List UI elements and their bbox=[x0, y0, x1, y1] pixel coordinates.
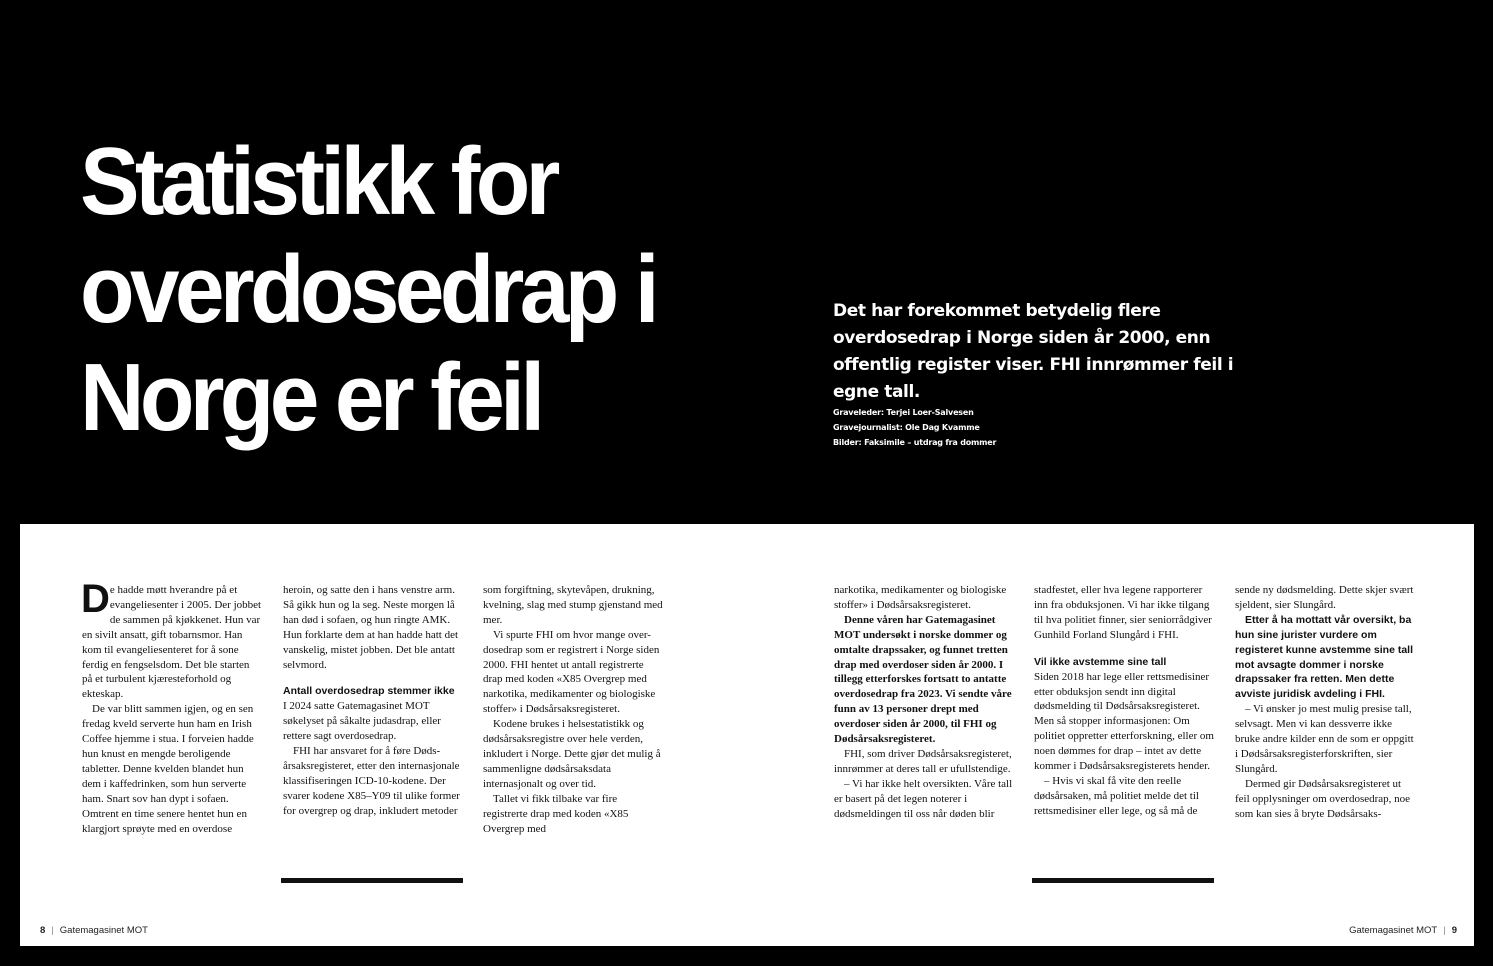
paragraph: Siden 2018 har lege eller rettsmedisiner etter obduksjon sendt inn digital dødsmelding til Dødsårsaksregisteret. Men så stopper informasjonen: Om politiet oppretter etterforskning, eller om noen dømmes for drap – intet av dette kommer i Dødsårsaksregisterets hender. bbox=[1034, 670, 1214, 773]
credit-journalist: Gravejournalist: Ole Dag Kvamme bbox=[833, 423, 980, 432]
paragraph: narkotika, medikamenter og biologiske stoffer» i Dødsårsaksregisteret. bbox=[834, 584, 1007, 611]
lead-paragraph: Det har forekommet betydelig flere overdosedrap i Norge siden år 2000, enn offentlig register viser. FHI innrømmer feil i egne tall. bbox=[833, 301, 1234, 402]
paragraph: heroin, og satte den i hans venstre arm. Så gikk hun og la seg. Neste morgen lå han død i sofaen, og hun ringte AMK. Hun forklarte dem at han hadde hatt det vanskelig, mistet jobben. Det ble antatt selvmord. bbox=[283, 584, 459, 671]
article-column-4 bbox=[834, 583, 1014, 822]
credit-images: Bilder: Faksimile – utdrag fra dommer bbox=[833, 438, 997, 447]
publication-name-right: Gatemagasinet MOT bbox=[1349, 925, 1438, 936]
footer-separator: | bbox=[1443, 925, 1446, 936]
article-column-1 bbox=[81, 577, 262, 836]
column-rule-left bbox=[281, 878, 463, 883]
paragraph: stadfestet, eller hva legene rapporterer inn fra obduksjonen. Vi har ikke tilgang til hva politiet finner, sier seniorrådgiver Gunhild Forland Slungård i FHI. bbox=[1034, 584, 1212, 641]
paragraph: Kodene brukes i helsestatistikk og dødsårsaksregistre over hele verden, inkludert i Norge. Dette gjør det mulig å sammenligne dødsårsaksdata internasjonalt og over tid. bbox=[483, 718, 661, 790]
drop-cap: D bbox=[81, 577, 108, 621]
article-column-3 bbox=[483, 583, 663, 836]
subheading: Vil ikke avstemme sine tall bbox=[1034, 655, 1167, 668]
footer-right bbox=[1349, 925, 1457, 936]
headline-line-1: Statistikk for bbox=[80, 128, 556, 235]
paragraph: e hadde møtt hverandre på et evangeliesenter i 2005. Der jobbet de sammen på kjøkkenet. Hun var en sivilt ansatt, gift tobarnsmor. Han kom til evangeliesenteret for å sone ferdig en fengselsdom. Det ble starten på et turbulent kjæresteforhold og ekteskap. bbox=[82, 584, 262, 701]
paragraph: I 2024 satte Gatemagasinet MOT søkelyset på såkalte judasdrap, eller rettere sagt overdosedrap. bbox=[283, 700, 441, 743]
paragraph: Vi spurte FHI om hvor mange over-dosedrap som er registrert i Norge siden 2000. FHI hentet ut antall registrerte drap med koden «X85 Overgrep med narkotika, medikamenter og biologiske stoffer» i Dødsårsaksregisteret. bbox=[483, 628, 660, 716]
article-column-5 bbox=[1034, 583, 1214, 819]
subheading: Antall overdosedrap stemmer ikke bbox=[283, 685, 455, 698]
paragraph: – Vi ønsker jo mest mulig presise tall, selvsagt. Men vi kan dessverre ikke bruke andre kilder enn de som er oppgitt i Dødsårsaksregisterforskriften, sier Slungård. bbox=[1235, 703, 1414, 775]
publication-name-left: Gatemagasinet MOT bbox=[59, 925, 148, 936]
headline bbox=[80, 128, 750, 452]
footer-separator: | bbox=[51, 925, 54, 936]
column-rule-right bbox=[1032, 878, 1214, 883]
headline-line-2: overdosedrap i bbox=[80, 236, 655, 343]
article-column-6 bbox=[1235, 583, 1415, 822]
page-number-left: 8 bbox=[40, 925, 46, 936]
paragraph: – Vi har ikke helt oversikten. Våre tall er basert på det legen noterer i dødsmeldingen til oss når døden blir bbox=[834, 777, 1013, 820]
paragraph: Dermed gir Dødsårsaksregisteret ut feil opplysninger om overdosedrap, noe som kan sies å bryte Dødsårsaks- bbox=[1235, 777, 1411, 820]
footer-left bbox=[40, 925, 148, 936]
paragraph: Tallet vi fikk tilbake var fire registrerte drap med koden «X85 Overgrep med bbox=[483, 792, 629, 835]
bold-paragraph: Etter å ha mottatt vår oversikt, ba hun sine jurister vurdere om registeret kunne avstemme sine tall mot avsagte dommer i norske drapssaker fra retten. Men dette avviste juridisk avdeling i FHI. bbox=[1235, 613, 1413, 701]
paragraph: – Hvis vi skal få vite den reelle dødsårsaken, må politiet melde det til rettsmedisiner eller lege, og så må de bbox=[1034, 774, 1199, 817]
credits bbox=[833, 405, 1133, 450]
paragraph: som forgiftning, skytevåpen, drukning, kvelning, slag med stump gjenstand med mer. bbox=[483, 584, 663, 626]
paragraph: sende ny dødsmelding. Dette skjer svært sjeldent, sier Slungård. bbox=[1235, 584, 1414, 611]
paragraph: FHI, som driver Dødsårsaksregisteret, innrømmer at deres tall er ufullstendige. bbox=[834, 747, 1012, 775]
bold-paragraph: Denne våren har Gatemagasinet MOT undersøkt i norske dommer og omtalte drapssaker, og funnet tretten drap med overdoser siden år 2000. I tillegg etterforskes fortsatt to antatte overdosedrap fra 2023. Vi sendte våre funn av 13 personer drept med overdoser siden år 2000, til FHI og Dødsårsaksregisteret. bbox=[834, 613, 1012, 746]
paragraph: FHI har ansvaret for å føre Døds-årsaksregisteret, etter den internasjonale klassifiseringen ICD-10-kodene. Der svarer kodene X85–Y09 til ulike former for overgrep og drap, inkludert metoder bbox=[283, 745, 460, 817]
headline-line-3: Norge er feil bbox=[80, 344, 541, 451]
credit-editor: Graveleder: Terjei Loer-Salvesen bbox=[833, 408, 974, 417]
page-number-right: 9 bbox=[1451, 925, 1457, 936]
article-column-2 bbox=[283, 583, 463, 819]
paragraph: De var blitt sammen igjen, og en sen fredag kveld serverte hun ham en Irish Coffee hjemme i stua. I forveien hadde hun knust en mengde beroligende tabletter. Denne kvelden blandet hun dem i kaffedrinken, som hun serverte ham. Snart sov han dypt i sofaen. Omtrent en time senere hentet hun en klargjort sprøyte med en overdose bbox=[82, 703, 254, 835]
